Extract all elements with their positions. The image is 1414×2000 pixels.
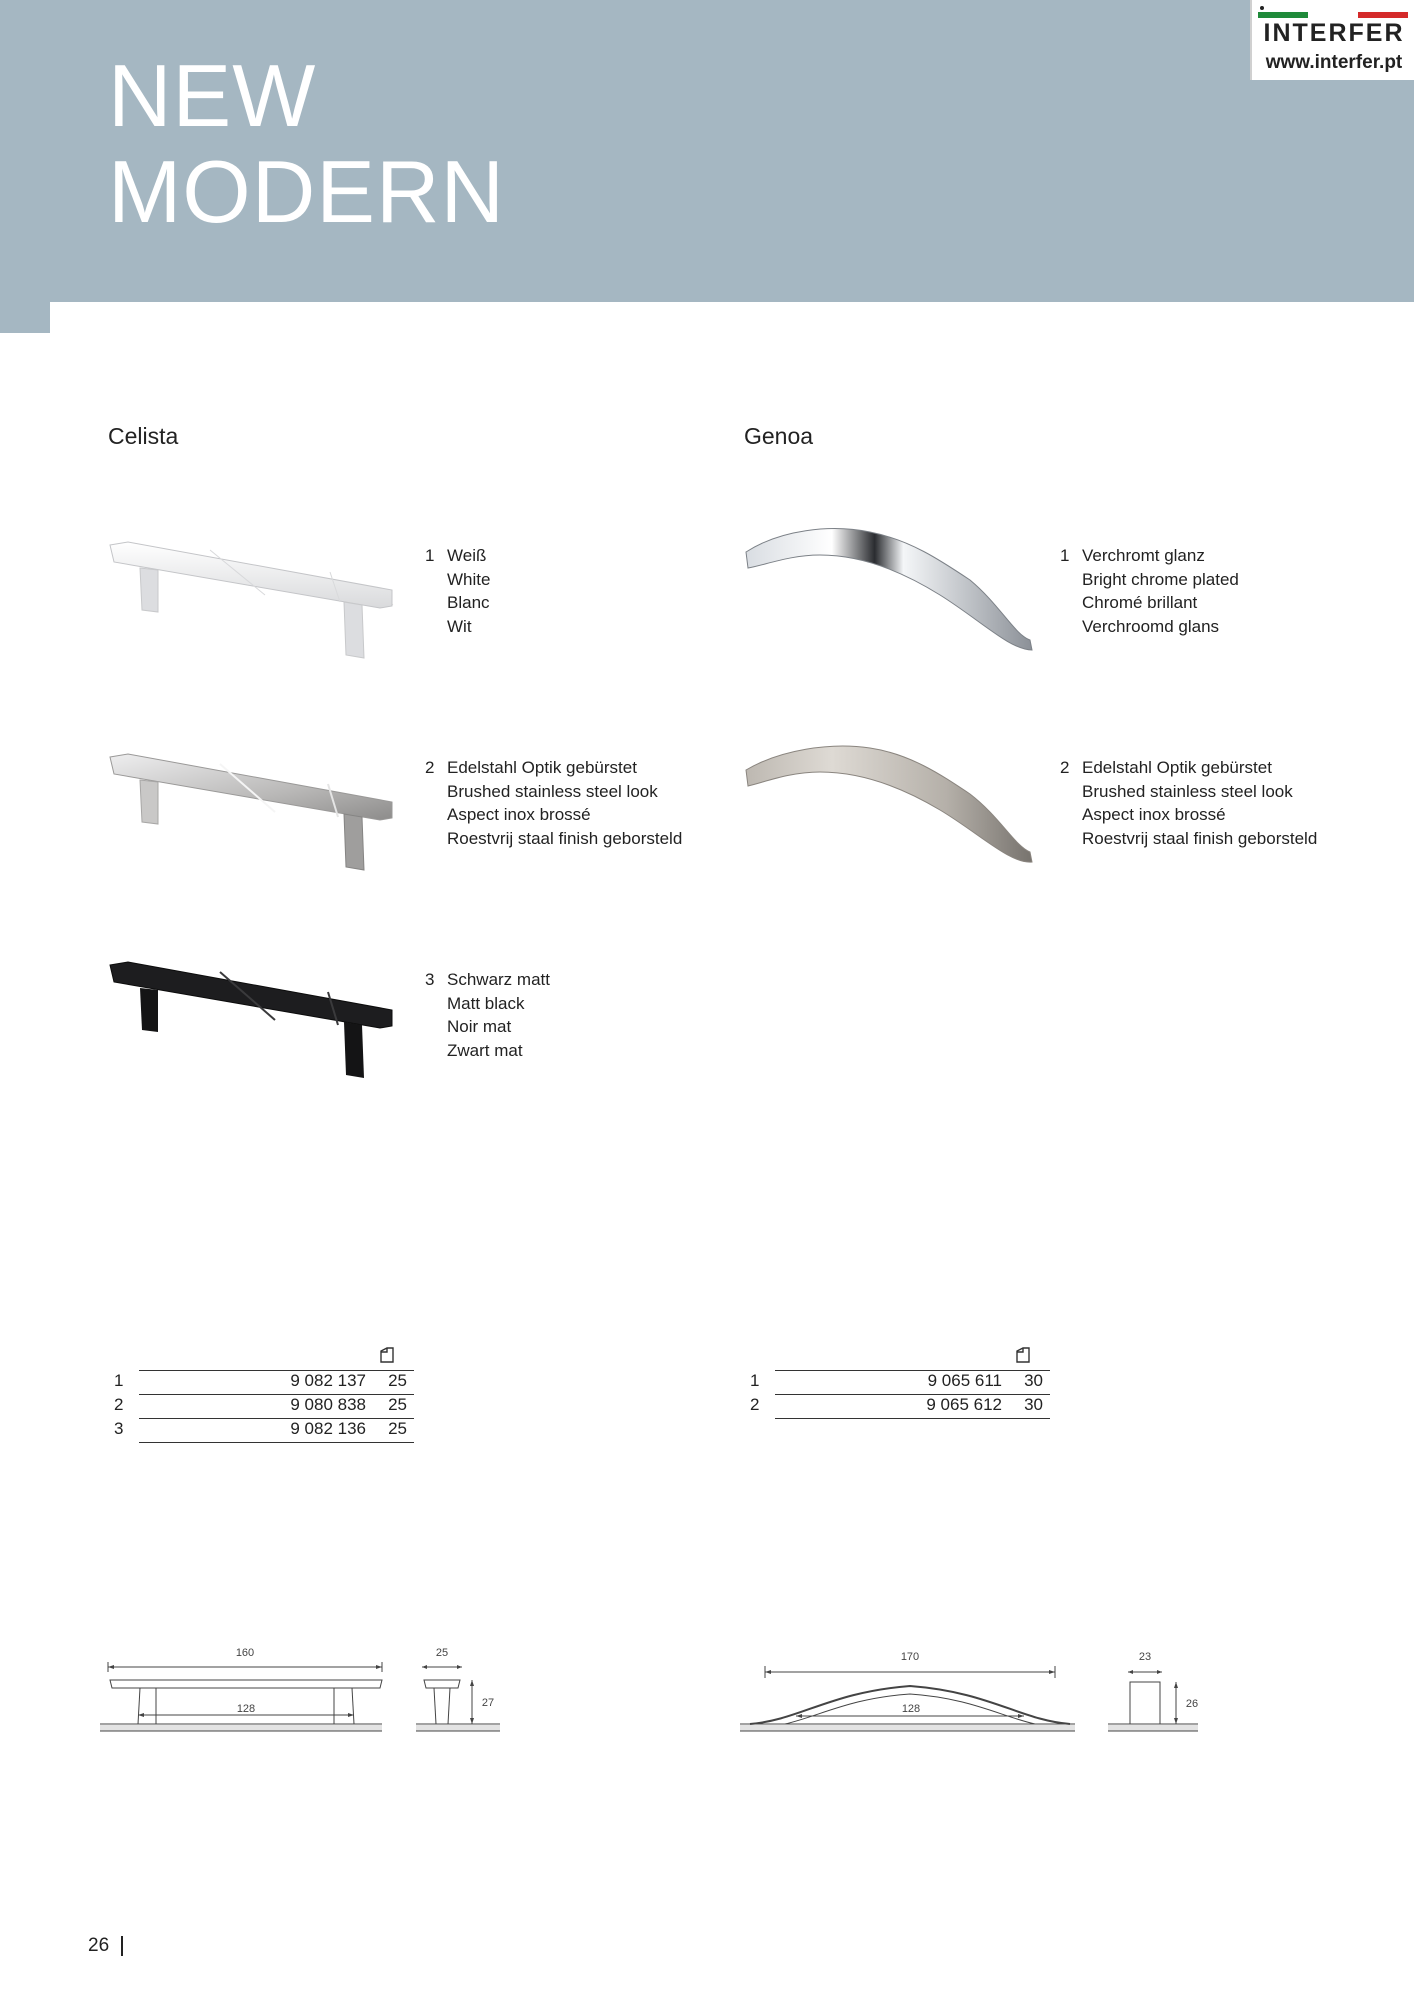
- variant-label-de: Schwarz matt: [447, 970, 550, 989]
- product-name-genoa: Genoa: [744, 423, 814, 449]
- variant-label-en: Bright chrome plated: [1082, 569, 1239, 589]
- article-number: 9 065 612: [926, 1395, 1002, 1414]
- variant-number: 1: [425, 546, 435, 565]
- page-title-line-1: NEW: [108, 46, 317, 145]
- pack-quantity: 25: [388, 1395, 407, 1414]
- genoa-technical-drawing: [740, 1640, 1210, 1750]
- logo-dot: [1260, 6, 1264, 10]
- celista-brushed-image: [100, 722, 400, 882]
- variant-label-fr: Blanc: [447, 593, 490, 612]
- celista-article-table: [114, 1345, 414, 1445]
- table-row: [114, 1371, 414, 1395]
- variant-label-de: Weiß: [447, 546, 487, 565]
- dim-width: 25: [435, 1647, 449, 1659]
- article-number: 9 065 611: [927, 1371, 1002, 1390]
- page-number: 26: [88, 1935, 110, 1956]
- variant-label-fr: Chromé brillant: [1082, 593, 1198, 612]
- logo-url[interactable]: www.interfer.pt: [1265, 52, 1403, 73]
- dim-hole-distance: 128: [236, 1703, 256, 1715]
- variant-label-en: Matt black: [447, 993, 525, 1013]
- table-row: [750, 1371, 1050, 1395]
- celista-white-image: [100, 510, 400, 670]
- pack-icon: [379, 1345, 395, 1363]
- variant-number: 2: [425, 758, 435, 777]
- pack-icon: [1015, 1345, 1031, 1363]
- row-number: 1: [750, 1371, 760, 1390]
- article-number: 9 080 838: [290, 1395, 366, 1414]
- row-number: 2: [114, 1395, 124, 1414]
- dim-length: 170: [900, 1651, 920, 1663]
- variant-label-nl: Roestvrij staal finish geborsteld: [447, 828, 683, 848]
- variant-label-nl: Verchroomd glans: [1082, 616, 1220, 636]
- variant-label-de: Edelstahl Optik gebürstet: [1082, 758, 1272, 777]
- variant-number: 3: [425, 970, 435, 989]
- pack-quantity: 25: [388, 1419, 407, 1438]
- variant-label-de: Edelstahl Optik gebürstet: [447, 758, 637, 777]
- table-row: [114, 1395, 414, 1419]
- interfer-logo[interactable]: [1250, 0, 1414, 80]
- dim-height: 27: [481, 1697, 495, 1709]
- table-row: [114, 1419, 414, 1443]
- celista-technical-drawing: [100, 1640, 510, 1750]
- variant-label-nl: Roestvrij staal finish geborsteld: [1082, 828, 1318, 848]
- row-number: 3: [114, 1419, 124, 1438]
- dim-hole-distance: 128: [901, 1703, 921, 1715]
- page-title-line-2: MODERN: [108, 142, 506, 241]
- celista-black-image: [100, 930, 400, 1090]
- page-title: [108, 48, 505, 240]
- variant-label-fr: Aspect inox brossé: [447, 805, 591, 824]
- variant-label-nl: Zwart mat: [447, 1040, 523, 1060]
- pack-quantity: 25: [388, 1371, 407, 1390]
- variant-label-de: Verchromt glanz: [1082, 546, 1205, 565]
- logo-brand: INTERFER: [1263, 19, 1405, 47]
- variant-label-en: White: [447, 569, 491, 589]
- variant-number: 2: [1060, 758, 1070, 777]
- genoa-chrome-image: [740, 510, 1040, 670]
- pack-quantity: 30: [1024, 1371, 1043, 1390]
- pack-quantity: 30: [1024, 1395, 1043, 1414]
- dim-width: 23: [1138, 1651, 1152, 1663]
- genoa-article-table: [750, 1345, 1050, 1425]
- dim-height: 26: [1185, 1698, 1199, 1710]
- article-number: 9 082 137: [290, 1371, 366, 1390]
- row-number: 2: [750, 1395, 760, 1414]
- article-number: 9 082 136: [290, 1419, 366, 1438]
- genoa-brushed-image: [740, 722, 1040, 882]
- header-notch: [0, 302, 50, 333]
- variant-label-fr: Noir mat: [447, 1017, 512, 1036]
- dim-length: 160: [235, 1647, 255, 1659]
- variant-label-nl: Wit: [447, 616, 472, 636]
- variant-number: 1: [1060, 546, 1070, 565]
- variant-label-en: Brushed stainless steel look: [447, 781, 658, 801]
- row-number: 1: [114, 1371, 124, 1390]
- product-name-celista: Celista: [108, 423, 179, 449]
- page-number-divider: [121, 1936, 123, 1956]
- variant-label-fr: Aspect inox brossé: [1082, 805, 1226, 824]
- table-row: [750, 1395, 1050, 1419]
- variant-label-en: Brushed stainless steel look: [1082, 781, 1293, 801]
